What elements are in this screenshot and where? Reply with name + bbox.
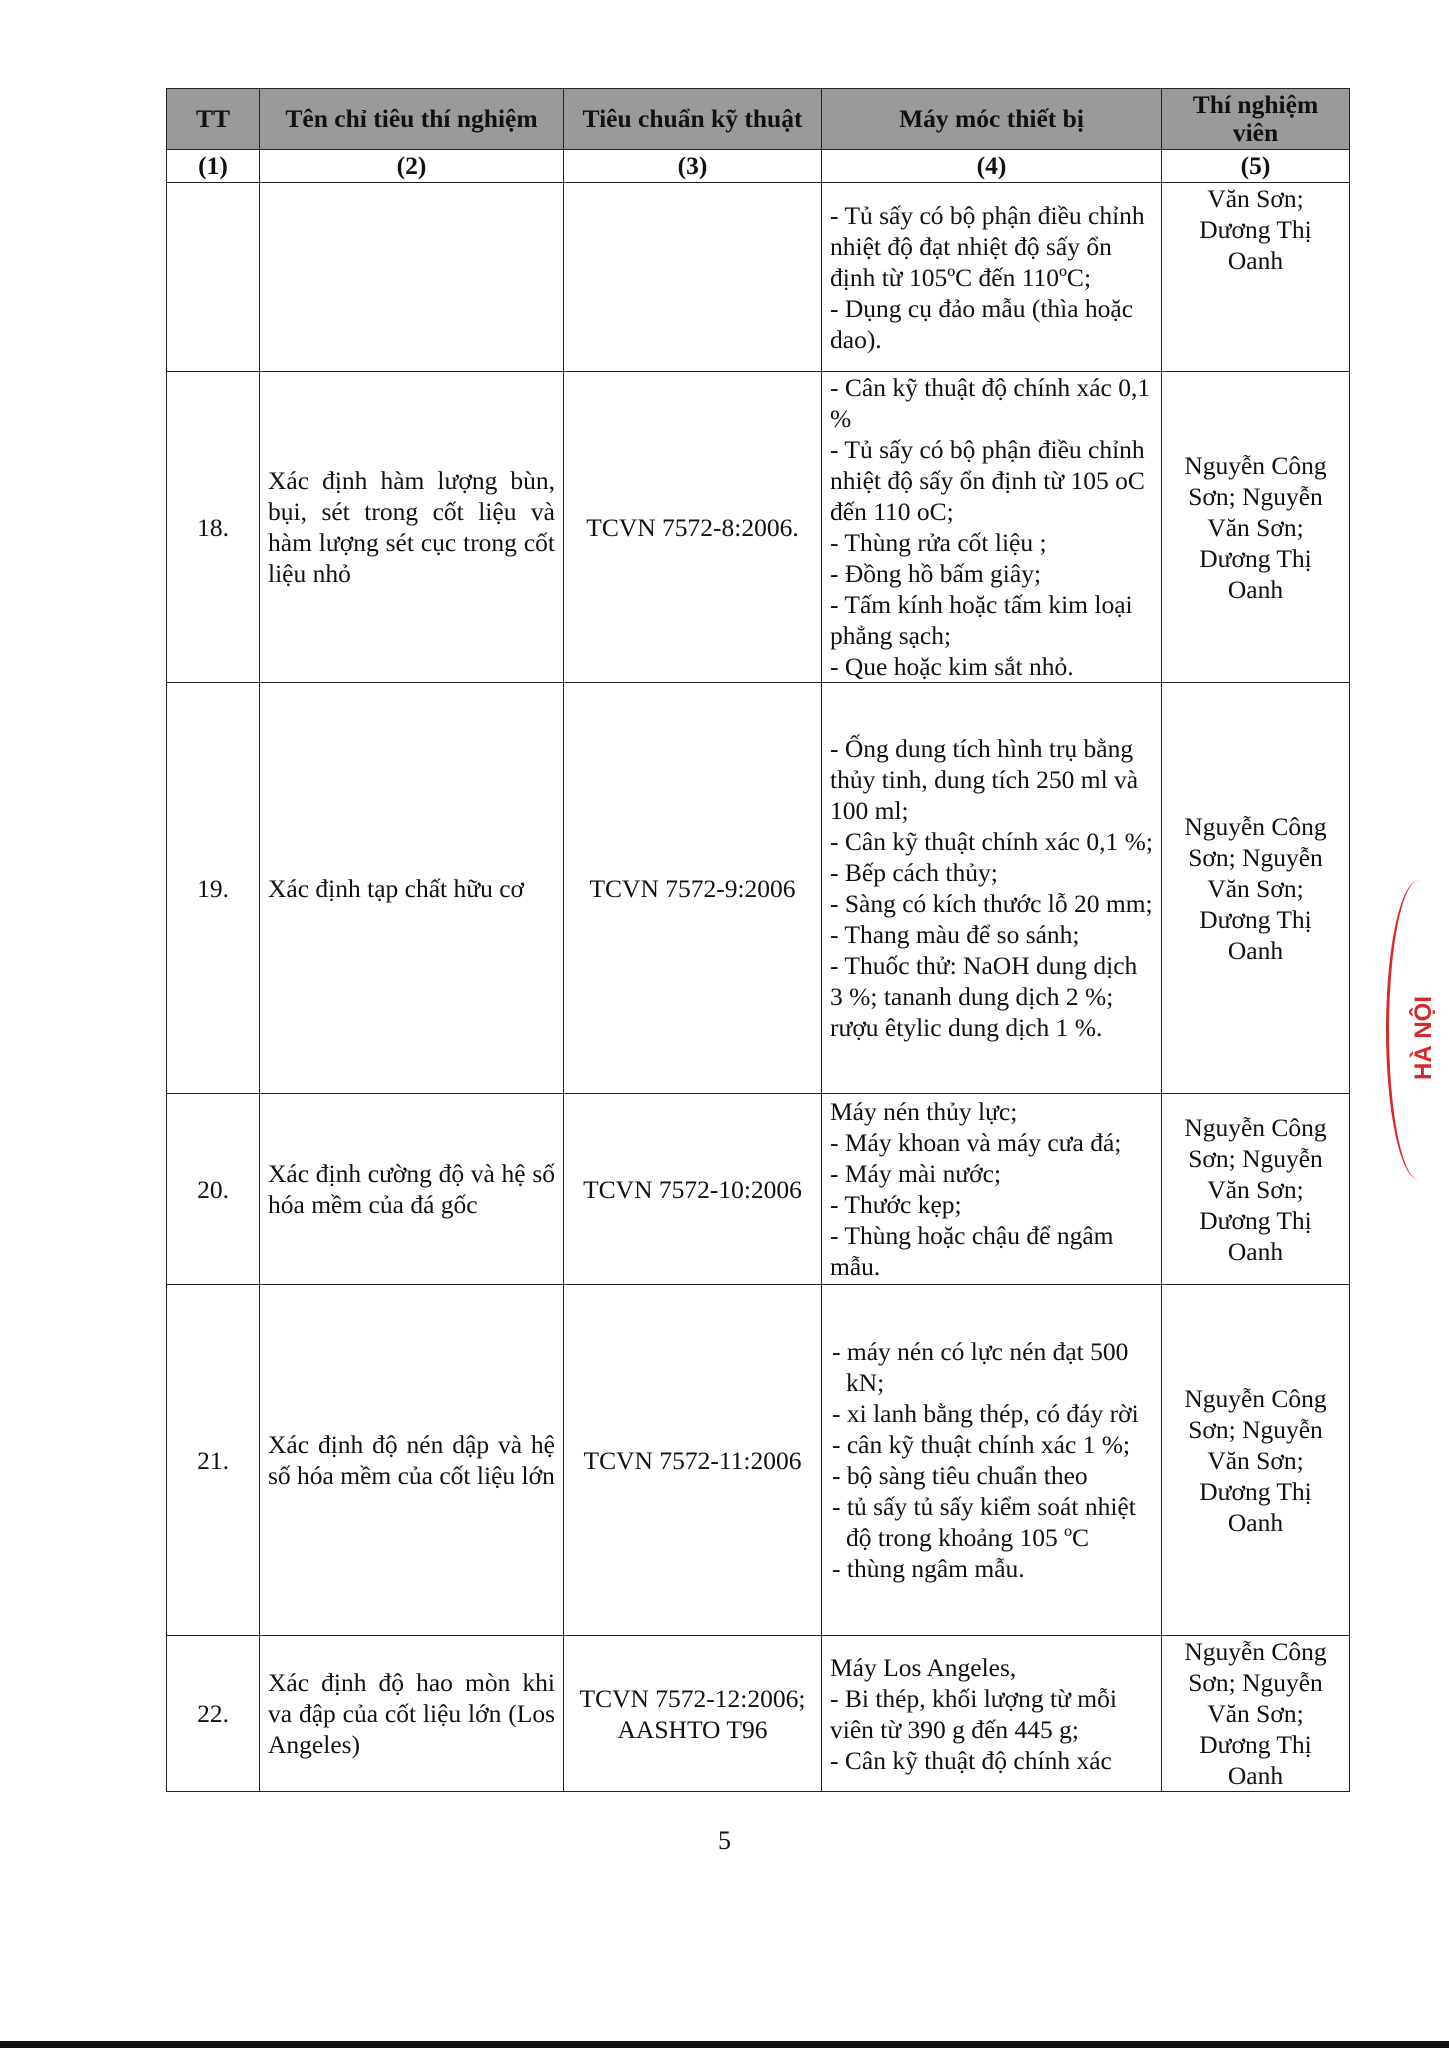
header-test-name: Tên chỉ tiêu thí nghiệm xyxy=(260,89,564,150)
row-number: 20. xyxy=(167,1094,260,1285)
equipment-item: - Dụng cụ đảo mẫu (thìa hoặc dao). xyxy=(830,293,1134,354)
equipment-item: - Đồng hồ bấm giây; xyxy=(830,559,1042,588)
equipment-item: - Tấm kính hoặc tấm kim loại phẳng sạch; xyxy=(830,590,1133,650)
row-number: 18. xyxy=(167,372,260,683)
table-row xyxy=(167,372,1350,683)
standard: TCVN 7572-11:2006 xyxy=(564,1285,822,1636)
header-tt: TT xyxy=(167,89,260,150)
tester: Nguyễn Công Sơn; Nguyễn Văn Sơn; Dương Thị Oanh xyxy=(1162,1636,1350,1792)
test-name xyxy=(260,183,564,372)
row-number: 21. xyxy=(167,1285,260,1636)
column-number: (2) xyxy=(260,150,564,183)
standard: TCVN 7572-10:2006 xyxy=(564,1094,822,1285)
equipment-item: - Thùng rửa cốt liệu ; xyxy=(830,528,1047,557)
tester: Văn Sơn; Dương Thị Oanh xyxy=(1162,183,1350,372)
equipment-item: - cân kỹ thuật chính xác 1 %; xyxy=(832,1430,1131,1459)
standard: TCVN 7572-9:2006 xyxy=(564,683,822,1094)
equipment-item: - Cân kỹ thuật độ chính xác xyxy=(830,1745,1112,1775)
equipment-list xyxy=(822,1636,1162,1792)
scan-edge xyxy=(0,2041,1449,2048)
table-header-row xyxy=(167,89,1350,150)
row-number: 22. xyxy=(167,1636,260,1792)
seal-text: HÀ NỘI xyxy=(1410,996,1437,1080)
equipment-item: - Thang màu để so sánh; xyxy=(830,920,1080,949)
table-row xyxy=(167,683,1350,1094)
equipment-item: - Que hoặc kim sắt nhỏ. xyxy=(830,652,1074,681)
test-name: Xác định tạp chất hữu cơ xyxy=(260,683,564,1094)
column-number-row xyxy=(167,150,1350,183)
equipment-list xyxy=(822,683,1162,1094)
equipment-item: - Thuốc thử: NaOH dung dịch 3 %; tananh dung dịch 2 %; rượu êtylic dung dịch 1 %. xyxy=(830,951,1138,1042)
equipment-item: - Máy mài nước; xyxy=(830,1159,1002,1188)
row-number: 19. xyxy=(167,683,260,1094)
table-row xyxy=(167,1636,1350,1792)
equipment-list xyxy=(822,372,1162,683)
equipment-item: - bộ sàng tiêu chuẩn theo xyxy=(832,1461,1088,1490)
equipment-list xyxy=(822,183,1162,372)
row-number xyxy=(167,183,260,372)
equipment-item: - xi lanh bằng thép, có đáy rời xyxy=(832,1399,1139,1428)
header-standard: Tiêu chuẩn kỹ thuật xyxy=(564,89,822,150)
equipment-item: - máy nén có lực nén đạt 500 kN; xyxy=(832,1337,1129,1397)
tester: Nguyễn Công Sơn; Nguyễn Văn Sơn; Dương Thị Oanh xyxy=(1162,372,1350,683)
test-equipment-table xyxy=(166,88,1350,1792)
test-name: Xác định hàm lượng bùn, bụi, sét trong cốt liệu và hàm lượng sét cục trong cốt liệu nhỏ xyxy=(260,372,564,683)
equipment-item: Máy Los Angeles, xyxy=(830,1652,1017,1682)
equipment-item: - Tủ sấy có bộ phận điều chỉnh nhiệt độ đạt nhiệt độ sấy ổn định từ 105ºC đến 110ºC; xyxy=(830,200,1145,292)
standard xyxy=(564,183,822,372)
equipment-item: Máy nén thủy lực; xyxy=(830,1097,1018,1126)
tester: Nguyễn Công Sơn; Nguyễn Văn Sơn; Dương Thị Oanh xyxy=(1162,1094,1350,1285)
equipment-item: - Cân kỹ thuật chính xác 0,1 %; xyxy=(830,827,1153,856)
equipment-list xyxy=(822,1285,1162,1636)
header-equipment: Máy móc thiết bị xyxy=(822,89,1162,150)
standard: TCVN 7572-12:2006; AASHTO T96 xyxy=(564,1636,822,1792)
column-number: (4) xyxy=(822,150,1162,183)
page-number: 5 xyxy=(718,1826,731,1855)
table-row xyxy=(167,1285,1350,1636)
equipment-item: - Bếp cách thủy; xyxy=(830,858,998,887)
equipment-item: - thùng ngâm mẫu. xyxy=(832,1554,1025,1583)
equipment-item: - Ống dung tích hình trụ bằng thủy tinh, dung tích 250 ml và 100 ml; xyxy=(830,734,1139,825)
equipment-item: - Bi thép, khối lượng từ mỗi viên từ 390 g đến 445 g; xyxy=(830,1683,1117,1744)
standard: TCVN 7572-8:2006. xyxy=(564,372,822,683)
equipment-item: - Thước kẹp; xyxy=(830,1190,962,1219)
tester: Nguyễn Công Sơn; Nguyễn Văn Sơn; Dương Thị Oanh xyxy=(1162,683,1350,1094)
test-name: Xác định độ hao mòn khi va đập của cốt liệu lớn (Los Angeles) xyxy=(260,1636,564,1792)
equipment-item: - Máy khoan và máy cưa đá; xyxy=(830,1128,1122,1157)
column-number: (3) xyxy=(564,150,822,183)
equipment-item: - Thùng hoặc chậu để ngâm mẫu. xyxy=(830,1221,1114,1281)
equipment-list xyxy=(822,1094,1162,1285)
equipment-item: - tủ sấy tủ sấy kiểm soát nhiệt độ trong khoảng 105 ºC xyxy=(832,1492,1136,1552)
table-row xyxy=(167,183,1350,372)
column-number: (1) xyxy=(167,150,260,183)
column-number: (5) xyxy=(1162,150,1350,183)
tester: Nguyễn Công Sơn; Nguyễn Văn Sơn; Dương Thị Oanh xyxy=(1162,1285,1350,1636)
test-name: Xác định cường độ và hệ số hóa mềm của đá gốc xyxy=(260,1094,564,1285)
test-name: Xác định độ nén dập và hệ số hóa mềm của cốt liệu lớn xyxy=(260,1285,564,1636)
equipment-item: - Sàng có kích thước lỗ 20 mm; xyxy=(830,889,1153,918)
header-tester: Thí nghiệm viên xyxy=(1162,89,1350,150)
table-row xyxy=(167,1094,1350,1285)
equipment-item: - Cân kỹ thuật độ chính xác 0,1 % xyxy=(830,373,1151,433)
equipment-item: - Tủ sấy có bộ phận điều chỉnh nhiệt độ sấy ổn định từ 105 oC đến 110 oC; xyxy=(830,435,1145,526)
